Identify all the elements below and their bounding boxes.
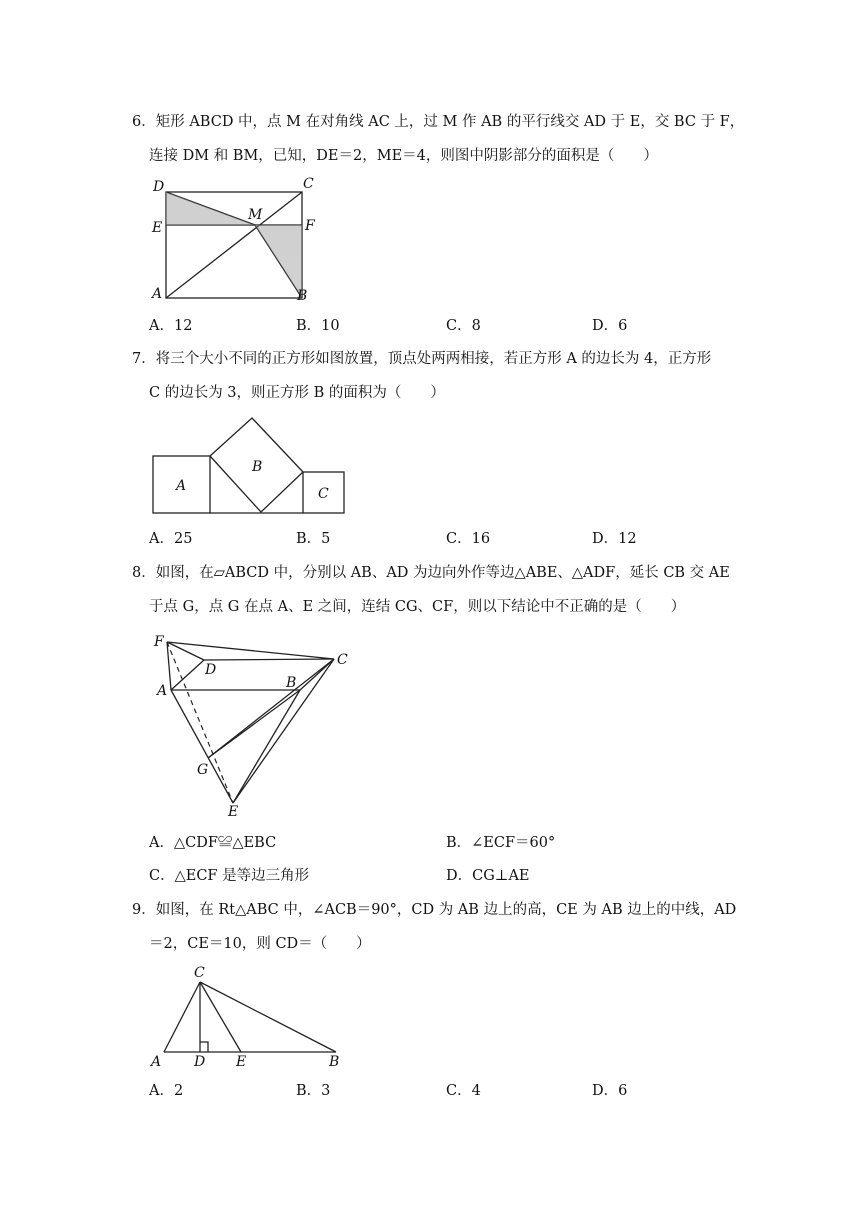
- q7-stem-line1: 7．将三个大小不同的正方形如图放置，顶点处两两相接，若正方形 A 的边长为 4，正方形: [132, 351, 712, 367]
- q6-option-b[interactable]: B．10: [296, 318, 340, 334]
- q8-option-a[interactable]: A．△CDF≌△EBC: [149, 835, 277, 851]
- q8-option-d[interactable]: D．CG⊥AE: [446, 868, 530, 884]
- q6-figure: [148, 172, 328, 307]
- q8-label-B: B: [286, 675, 297, 691]
- q9-option-c[interactable]: C．4: [446, 1083, 481, 1099]
- q6-option-a[interactable]: A．12: [149, 318, 193, 334]
- q8-option-c[interactable]: C．△ECF 是等边三角形: [149, 868, 310, 884]
- q6-option-d[interactable]: D．6: [592, 318, 628, 334]
- q8-label-G: G: [197, 762, 209, 778]
- q6-label-E: E: [152, 220, 163, 236]
- q6-label-M: M: [248, 207, 263, 223]
- q9-stem-line2: ＝2，CE＝10，则 CD＝（ ）: [149, 936, 371, 952]
- q6-label-D: D: [153, 179, 165, 195]
- q9-label-A: A: [151, 1054, 162, 1070]
- q7-option-d[interactable]: D．12: [592, 531, 637, 547]
- q8-option-b[interactable]: B．∠ECF＝60°: [446, 835, 556, 851]
- q7-stem-line2: C 的边长为 3，则正方形 B 的面积为（ ）: [149, 385, 445, 401]
- q6-label-C: C: [303, 176, 314, 192]
- q9-label-E: E: [236, 1054, 247, 1070]
- q9-label-C: C: [194, 965, 205, 981]
- q9-option-b[interactable]: B．3: [296, 1083, 331, 1099]
- q9-figure: [148, 962, 368, 1072]
- q7-label-C: C: [318, 486, 329, 502]
- q7-label-A: A: [176, 478, 187, 494]
- q6-stem-line2: 连接 DM 和 BM，已知，DE＝2，ME＝4，则图中阴影部分的面积是（ ）: [149, 148, 658, 164]
- q7-option-a[interactable]: A．25: [149, 531, 193, 547]
- q8-label-F: F: [154, 634, 164, 650]
- q9-label-B: B: [329, 1054, 340, 1070]
- q8-label-E: E: [228, 804, 239, 820]
- q6-label-A: A: [152, 286, 163, 302]
- q7-option-b[interactable]: B．5: [296, 531, 331, 547]
- q7-option-c[interactable]: C．16: [446, 531, 491, 547]
- q8-label-C: C: [337, 652, 348, 668]
- q6-option-c[interactable]: C．8: [446, 318, 481, 334]
- q6-label-B: B: [297, 288, 308, 304]
- q8-stem-line2: 于点 G，点 G 在点 A、E 之间，连结 CG、CF，则以下结论中不正确的是（ ）: [149, 599, 686, 615]
- q7-label-B: B: [252, 459, 263, 475]
- q8-label-A: A: [157, 683, 168, 699]
- q9-stem-line1: 9．如图，在 Rt△ABC 中，∠ACB＝90°，CD 为 AB 边上的高，CE 为 AB 边上的中线，AD: [132, 902, 737, 918]
- q6-label-F: F: [305, 218, 315, 234]
- q6-stem-line1: 6．矩形 ABCD 中，点 M 在对角线 AC 上，过 M 作 AB 的平行线交 AD 于 E，交 BC 于 F，: [132, 114, 745, 130]
- q7-figure: [148, 414, 353, 518]
- q9-label-D: D: [194, 1054, 206, 1070]
- q8-label-D: D: [205, 662, 217, 678]
- q8-figure: [148, 628, 363, 820]
- q9-option-d[interactable]: D．6: [592, 1083, 628, 1099]
- q9-option-a[interactable]: A．2: [149, 1083, 184, 1099]
- q8-stem-line1: 8．如图，在▱ABCD 中，分别以 AB、AD 为边向外作等边△ABE、△ADF，延长 CB 交 AE: [132, 565, 730, 581]
